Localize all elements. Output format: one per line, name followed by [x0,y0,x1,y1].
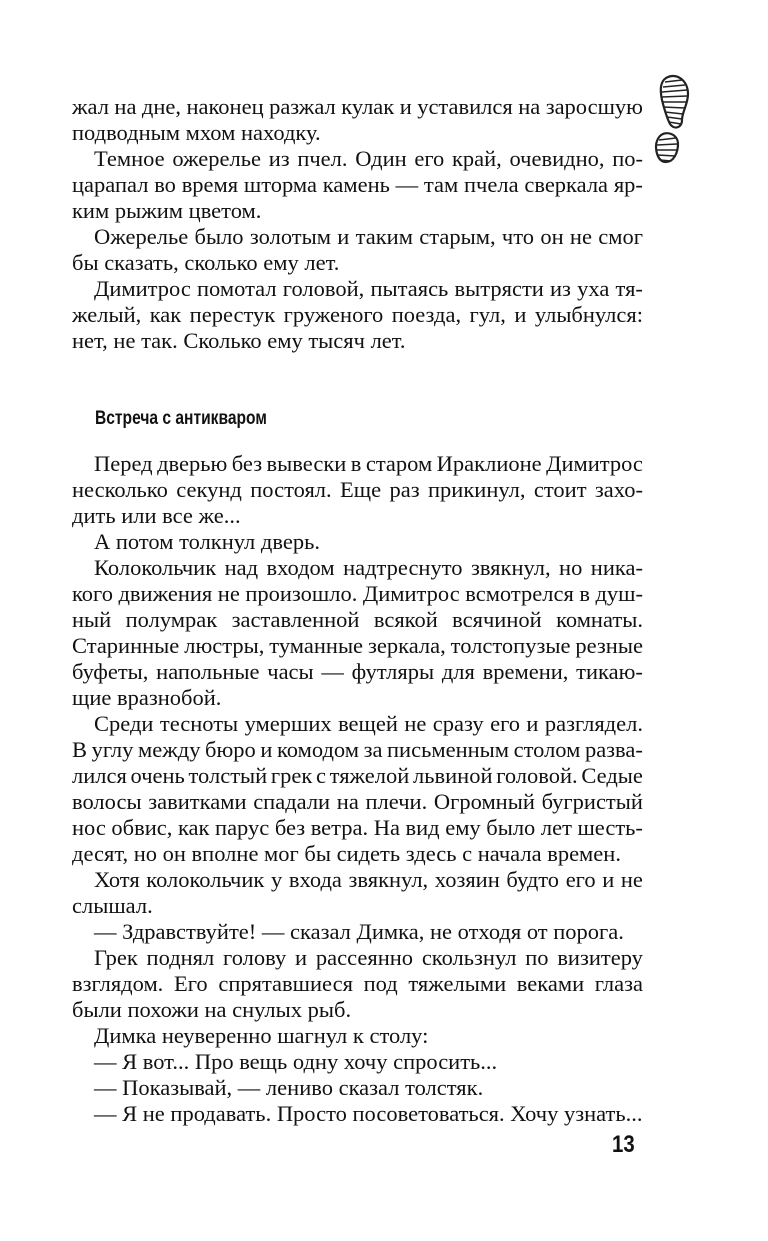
text-line: Темное ожерелье из пчел. Один его край, очевидно, по- [94,146,643,171]
text-line: щие вразнобой. [72,685,222,710]
text-line: царапал во время шторма камень — там пчела сверкала яр- [72,172,643,197]
text-line: ный полумрак заставленной всякой всячиной комнаты. [72,607,643,632]
text-line: В углу между бюро и комодом за письменным столом разва- [72,737,643,762]
text-line: Хотя колокольчик у входа звякнул, хозяин будто его и не [94,867,643,892]
text-line: Старинные люстры, туманные зеркала, толстопузые резные [72,633,643,658]
text-line: слышал. [72,893,153,918]
text-line: были похожи на снулых рыб. [72,997,352,1022]
text-line: подводным мхом находку. [72,120,321,145]
text-line: — Я вот... Про вещь одну хочу спросить... [94,1049,498,1074]
text-line: — Здравствуйте! — сказал Димка, не отходя от порога. [94,919,624,944]
text-line: ким рыжим цветом. [72,198,262,223]
text-line: желый, как перестук груженого поезда, гул, и улыбнулся: [72,302,643,327]
text-line: кого движения не произошло. Димитрос всмотрелся в душ- [72,581,643,606]
text-line: лился очень толстый грек с тяжелой львиной головой. Седые [72,763,643,788]
body-text-after-heading [72,451,643,1127]
footprints-icon [652,72,692,168]
chapter-heading: Встреча с антикваром [95,408,267,429]
text-line: Перед дверью без вывески в старом Ираклионе Димитрос [94,451,643,476]
text-line: — Показывай, — лениво сказал толстяк. [94,1075,484,1100]
text-line: буфеты, напольные часы — футляры для времени, тикаю- [72,659,643,684]
text-line: — Я не продавать. Просто посоветоваться. Хочу узнать... [94,1101,643,1126]
text-line: Среди тесноты умерших вещей не сразу его и разглядел. [94,711,643,736]
text-line: Грек поднял голову и рассеянно скользнул по визитеру [94,945,643,970]
text-line: несколько секунд постоял. Еще раз прикинул, стоит захо- [72,477,643,502]
paragraphs-before-heading [72,94,643,354]
text-line: дить или все же... [72,503,241,528]
text-line: Колокольчик над входом надтреснуто звякнул, но ника- [94,555,643,580]
text-line: нет, не так. Сколько ему тысяч лет. [72,328,406,353]
text-line: А потом толкнул дверь. [94,529,320,554]
text-line: волосы завитками спадали на плечи. Огромный бугристый [72,789,643,814]
text-line: Ожерелье было золотым и таким старым, что он не смог [94,224,643,249]
paragraphs-after-heading [72,451,643,1127]
text-line: Димка неуверенно шагнул к столу: [94,1023,429,1048]
text-line: бы сказать, сколько ему лет. [72,250,340,275]
text-line: жал на дне, наконец разжал кулак и уставился на заросшую [72,94,643,119]
text-line: десят, но он вполне мог бы сидеть здесь с начала времен. [72,841,621,866]
page-number: 13 [612,1131,635,1158]
body-text [72,94,643,354]
text-line: взглядом. Его спрятавшиеся под тяжелыми веками глаза [72,971,643,996]
text-line: Димитрос помотал головой, пытаясь вытрясти из уха тя- [94,276,643,301]
text-line: нос обвис, как парус без ветра. На вид ему было лет шесть- [72,815,643,840]
